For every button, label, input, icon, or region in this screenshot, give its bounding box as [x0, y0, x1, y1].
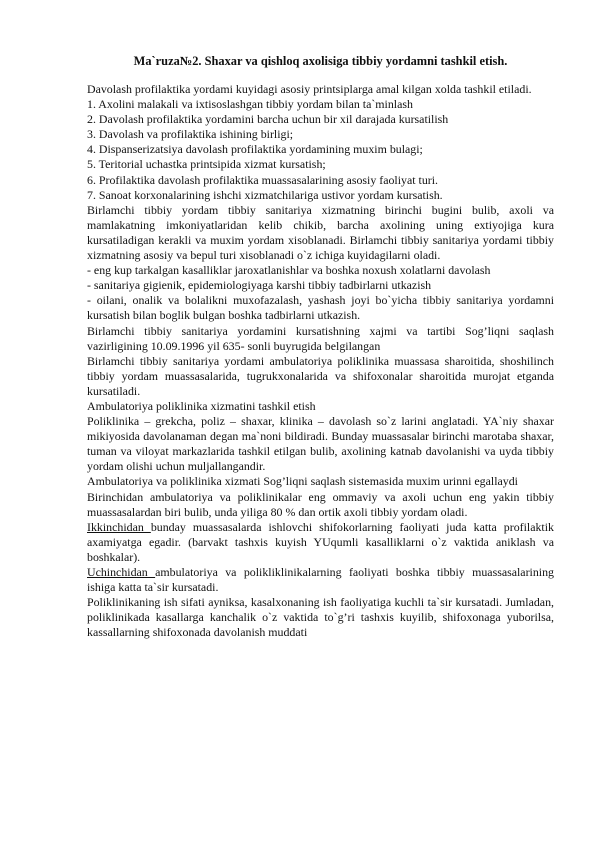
paragraph — [87, 565, 554, 595]
paragraph — [87, 112, 554, 127]
paragraph-text: - oilani, onalik va bolalikni muxofazalash, yashash joyi bo`yicha tibbiy sanitariya yordamni kursatish bilan boglik bulgan boshka tadbirlarni utkazish. — [87, 293, 554, 323]
paragraph-text: Poliklinika – grekcha, poliz – shaxar, klinika – davolash so`z larini anglatadi. YA`niy shaxar mikiyosida davolanaman degan ma`noni bildiradi. Bunday muassasalar birinchi marotaba shaxar, tuman va viloyat markazlarida tashkil etilgan bulib, axolining katnab davolanishi va uyda tibbiy yordam olishi uchun muljallangandir. — [87, 414, 554, 474]
paragraph-text: 1. Axolini malakali va ixtisoslashgan tibbiy yordam bilan ta`minlash — [87, 97, 413, 112]
underlined-lead: Ikkinchidan — [87, 519, 151, 534]
paragraph — [87, 399, 554, 414]
paragraph-text: Davolash profilaktika yordami kuyidagi asosiy printsiplarga amal kilgan xolda tashkil etiladi. — [87, 82, 532, 96]
paragraph-text: 2. Davolash profilaktika yordamini barcha uchun bir xil darajada kursatilish — [87, 112, 449, 127]
paragraph — [87, 490, 554, 520]
paragraph — [87, 203, 554, 263]
paragraph-text: ambulatoriya va polikliklinikalarning faoliyati boshka tibbiy muassasalarining ishiga katta ta`sir kursatadi. — [87, 565, 554, 595]
paragraph — [87, 595, 554, 640]
paragraph — [87, 173, 554, 188]
paragraph-text: Ambulatoriya poliklinika xizmatini tashkil etish — [87, 398, 316, 413]
paragraph — [87, 354, 554, 399]
paragraph-text: 7. Sanoat korxonalarining ishchi xizmatchilariga ustivor yordam kursatish. — [87, 187, 443, 202]
paragraph — [87, 278, 554, 293]
paragraph-text: Poliklinikaning ish sifati ayniksa, kasalxonaning ish faoliyatiga kuchli ta`sir kursatadi. Jumladan, poliklinikada kasallarga kanchalik o`z vaktida to`g’ri tashxis kuyilib, shifoxonaga yuborilsa, kassallarning shifoxonada davolanish muddati — [87, 595, 554, 640]
paragraph — [87, 97, 554, 112]
paragraph — [87, 188, 554, 203]
paragraph — [87, 474, 554, 489]
paragraph-text: - sanitariya gigienik, epidemiologiyaga karshi tibbiy tadbirlarni utkazish — [87, 278, 432, 293]
paragraph-text: Ambulatoriya va poliklinika xizmati Sog’liqni saqlash sistemasida muxim urinni egallaydi — [87, 474, 518, 489]
paragraph — [87, 127, 554, 142]
body-text — [87, 82, 554, 640]
paragraph-text: 3. Davolash va profilaktika ishining birligi; — [87, 127, 294, 142]
paragraph-text: bunday muassasalarda ishlovchi shifokorlarning faoliyati juda katta profilaktik axamiyatga egadir. (barvakt tashxis kuyish YUqumli kasalliklarni o`z vaktida aniklash va boshkalar). — [87, 519, 554, 564]
paragraph — [87, 324, 554, 354]
paragraph — [87, 414, 554, 474]
paragraph-text: Birlamchi tibbiy sanitariya yordami ambulatoriya poliklinika muassasa sharoitida, shoshilinch tibbiy yordam muassasalarida, tugrukxonalarida va shifoxonalar sharoitida murojat etganda kursatiladi. — [87, 353, 554, 398]
paragraph-text: Birinchidan ambulatoriya va poliklinikalar eng ommaviy va axoli uchun eng yakin tibbiy muassasalardan biri bulib, unda yiliga 80 % dan ortik axoli tibbiy yordam oladi. — [87, 489, 554, 519]
paragraph-text: - eng kup tarkalgan kasalliklar jaroxatlanishlar va boshka noxush xolatlarni davolash — [87, 263, 491, 278]
paragraph-text: 5. Teritorial uchastka printsipida xizmat kursatish; — [87, 157, 326, 172]
paragraph — [87, 520, 554, 565]
underlined-lead: Uchinchidan — [87, 565, 156, 579]
paragraph — [87, 82, 554, 97]
paragraph-text: Birlamchi tibbiy sanitariya yordamini kursatishning xajmi va tartibi Sog’liqni saqlash vazirligining 10.09.1996 yil 635- sonli buyrugida belgilangan — [87, 323, 554, 353]
paragraph — [87, 157, 554, 172]
lecture-title: Ma`ruza№2. Shaxar va qishloq axolisiga tibbiy yordamni tashkil etish. — [133, 54, 508, 68]
paragraph-text: 6. Profilaktika davolash profilaktika muassasalarining asosiy faoliyat turi. — [87, 172, 439, 187]
paragraph-text: 4. Dispanserizatsiya davolash profilaktika yordamining muxim bulagi; — [87, 142, 423, 157]
paragraph — [87, 293, 554, 323]
paragraph-text: Birlamchi tibbiy yordam tibbiy sanitariya xizmatning birinchi bugini bulib, axoli va mamlakatning imkoniyatlaridan kelib chikib, barcha axolining uning extiyojiga kura kursatiladigan kerakli va muxim yordam xisoblanadi. Birlamchi tibbiy sanitariya yordami tibbiy xizmatning asosiy va bepul turi xisoblanadi o`z ichiga kuyidagilarni oladi. — [87, 202, 554, 263]
paragraph — [87, 142, 554, 157]
paragraph — [87, 263, 554, 278]
